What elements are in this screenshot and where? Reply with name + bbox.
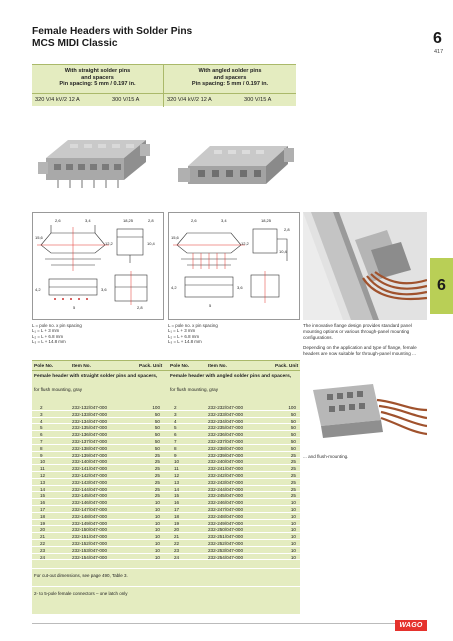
dim-label: 12,2 (241, 241, 249, 246)
pole-cell: 13 (40, 479, 46, 485)
pole-cell: 5 (174, 425, 177, 431)
pack-unit-cell: 10 (290, 520, 296, 526)
item-number-cell: 232-239/047-000 (208, 452, 243, 458)
table-row (32, 547, 300, 554)
pack-unit-cell: 50 (290, 432, 296, 438)
application-photo-flush-mounting (303, 380, 427, 450)
title-line-2: MCS MIDI Classic (32, 38, 118, 49)
application-photo-panel-mounting (303, 212, 427, 320)
pole-cell: 12 (174, 472, 180, 478)
pole-cell: 7 (40, 438, 43, 444)
table-row (32, 499, 300, 506)
pole-cell: 23 (40, 547, 46, 553)
pack-unit-cell: 25 (154, 452, 160, 458)
pack-unit-cell: 10 (290, 500, 296, 506)
dim-label: 18,25 (261, 218, 272, 223)
item-number-cell: 232-233/047-000 (208, 411, 243, 417)
technical-drawing-straight (32, 212, 164, 320)
pole-cell: 7 (174, 438, 177, 444)
pack-unit-cell: 10 (154, 513, 160, 519)
item-number-cell: 232-254/047-000 (208, 554, 243, 560)
order-group-subtitle-straight: for flush mounting, gray (34, 387, 83, 392)
item-number-cell: 232-243/047-000 (208, 479, 243, 485)
pack-unit-cell: 50 (154, 445, 160, 451)
item-number-cell: 232-149/047-000 (72, 520, 107, 526)
pack-unit-cell: 10 (154, 547, 160, 553)
item-number-cell: 232-145/047-000 (72, 493, 107, 499)
dim-label: 15,6 (171, 235, 179, 240)
wago-logo (395, 620, 427, 631)
pack-unit-cell: 25 (154, 486, 160, 492)
pole-cell: 11 (40, 466, 45, 472)
pole-cell: 16 (40, 500, 46, 506)
item-number-cell: 232-147/047-000 (72, 506, 107, 512)
dim-label: 2,6 (191, 218, 197, 223)
dim-label: 10,4 (147, 241, 155, 246)
pack-unit-cell: 50 (154, 418, 160, 424)
table-row (32, 486, 300, 493)
item-number-cell: 232-132/047-000 (72, 405, 107, 410)
dim-label: 18,25 (123, 218, 134, 223)
spec-table (32, 64, 296, 106)
table-row (32, 465, 300, 472)
pack-unit-cell: 100 (288, 405, 296, 410)
spec-straight-heading: With straight solder pins and spacers Pin spacing: 5 mm / 0.197 in. (59, 68, 136, 88)
page-title (32, 26, 192, 50)
table-row (32, 458, 300, 465)
dim-label: 15,6 (35, 235, 43, 240)
pack-unit-cell: 50 (154, 432, 160, 438)
table-row (32, 418, 300, 425)
item-number-cell: 232-240/047-000 (208, 459, 243, 465)
item-number-cell: 232-242/047-000 (208, 472, 243, 478)
pack-unit-cell: 50 (154, 438, 160, 444)
pole-cell: 9 (174, 452, 177, 458)
item-number-cell: 232-148/047-000 (72, 513, 107, 519)
table-row (32, 506, 300, 513)
pack-unit-cell: 50 (290, 411, 296, 417)
dim-label: 2,6 (55, 218, 61, 223)
pole-cell: 19 (174, 520, 180, 526)
dim-label: 3,4 (85, 218, 91, 223)
chapter-number: 6 (433, 30, 442, 47)
pack-unit-cell: 10 (154, 527, 160, 533)
item-number-cell: 232-251/047-000 (208, 534, 243, 540)
dim-label: 10,4 (279, 249, 287, 254)
pole-cell: 18 (174, 513, 180, 519)
pack-unit-cell: 50 (290, 418, 296, 424)
dim-label: 12,2 (105, 241, 113, 246)
item-number-cell: 232-237/047-000 (208, 438, 243, 444)
table-row (32, 533, 300, 540)
table-row (32, 472, 300, 479)
pack-unit-cell: 10 (154, 534, 160, 540)
pack-unit-cell: 25 (290, 459, 296, 465)
rating-iec: 320 V/4 kV/2 12 A (167, 97, 212, 103)
item-number-cell: 232-244/047-000 (208, 486, 243, 492)
col-pack: Pack. Unit (275, 364, 299, 369)
pack-unit-cell: 10 (154, 500, 160, 506)
table-row (32, 431, 300, 438)
product-photo-angled (168, 118, 300, 208)
pack-unit-cell: 50 (154, 425, 160, 431)
item-number-cell: 232-249/047-000 (208, 520, 243, 526)
pack-unit-cell: 10 (154, 540, 160, 546)
technical-drawing-angled (168, 212, 300, 320)
pack-unit-cell: 10 (290, 506, 296, 512)
product-photo-straight (32, 118, 164, 208)
pack-unit-cell: 10 (290, 513, 296, 519)
col-item: Item No. (208, 364, 227, 369)
pole-cell: 24 (40, 554, 46, 560)
description-paragraph: The innovative flange design provides standard panel mounting options or various through-panel mounting configurations. (303, 323, 412, 340)
pole-cell: 20 (40, 527, 46, 533)
pole-cell: 14 (40, 486, 46, 492)
page-reference: 417 (434, 49, 444, 55)
item-number-cell: 232-133/047-000 (72, 411, 107, 417)
dimension-legend-straight: L = pole no. x pin spacing L₁ = L + 3 mm L₂ = L + 6.8 mm L₃ = L + 14.8 mm (32, 323, 82, 345)
pole-cell: 17 (174, 506, 180, 512)
cutout-note: For cut-out dimensions, see page 490, Table 3. (32, 568, 300, 582)
item-number-cell: 232-140/047-000 (72, 459, 107, 465)
item-number-cell: 232-154/047-000 (72, 554, 107, 560)
item-number-cell: 232-151/047-000 (72, 534, 107, 540)
pack-unit-cell: 10 (154, 506, 160, 512)
item-number-cell: 232-153/047-000 (72, 547, 107, 553)
item-number-cell: 232-146/047-000 (72, 500, 107, 506)
chapter-tab (430, 258, 453, 314)
pack-unit-cell: 10 (290, 534, 296, 540)
spec-angled (164, 65, 296, 107)
pole-cell: 2 (174, 405, 177, 410)
pack-unit-cell: 10 (154, 554, 160, 560)
pack-unit-cell: 25 (290, 479, 296, 485)
pole-cell: 6 (174, 432, 177, 438)
dim-label: 3,6 (101, 287, 107, 292)
spec-straight-ratings (32, 93, 164, 107)
pole-cell: 24 (174, 554, 180, 560)
dim-label: 5 (73, 305, 76, 310)
order-group-title-angled: Female header with angled solder pins and spacers, (170, 374, 292, 379)
order-table (32, 360, 300, 614)
pole-cell: 4 (174, 418, 177, 424)
spec-straight (32, 65, 164, 107)
item-number-cell: 232-252/047-000 (208, 540, 243, 546)
pole-cell: 17 (40, 506, 46, 512)
pole-cell: 18 (40, 513, 46, 519)
footer-divider (32, 623, 427, 624)
table-row (32, 520, 300, 527)
pole-cell: 3 (40, 411, 43, 417)
table-row (32, 492, 300, 499)
pole-cell: 16 (174, 500, 180, 506)
pack-unit-cell: 50 (290, 445, 296, 451)
pole-cell: 21 (174, 534, 180, 540)
pack-unit-cell: 100 (152, 405, 160, 410)
table-row (32, 479, 300, 486)
pack-unit-cell: 25 (154, 466, 160, 472)
item-number-cell: 232-135/047-000 (72, 425, 107, 431)
pole-cell: 10 (174, 459, 180, 465)
item-number-cell: 232-136/047-000 (72, 432, 107, 438)
pole-cell: 12 (40, 472, 46, 478)
pack-unit-cell: 25 (290, 466, 296, 472)
pack-unit-cell: 10 (290, 540, 296, 546)
order-group-subtitle-angled: for flush mounting, gray (170, 387, 219, 392)
pole-cell: 20 (174, 527, 180, 533)
pole-cell: 21 (40, 534, 46, 540)
pole-cell: 5 (40, 425, 43, 431)
pole-cell: 19 (40, 520, 46, 526)
dim-label: 2,8 (284, 227, 290, 232)
description-paragraph: Depending on the application and type of flange, female headers are now suitable for through-panel mounting ... (303, 345, 417, 357)
item-number-cell: 232-245/047-000 (208, 493, 243, 499)
item-number-cell: 232-138/047-000 (72, 445, 107, 451)
logo-text: WAGO (399, 622, 423, 629)
item-number-cell: 232-250/047-000 (208, 527, 243, 533)
pole-cell: 8 (174, 445, 177, 451)
pack-unit-cell: 25 (154, 472, 160, 478)
item-number-cell: 232-134/047-000 (72, 418, 107, 424)
pack-unit-cell: 25 (154, 479, 160, 485)
col-pole: Pole No. (34, 364, 54, 369)
pack-unit-cell: 25 (290, 493, 296, 499)
rating-iec: 320 V/4 kV/2 12 A (35, 97, 80, 103)
pack-unit-cell: 25 (290, 472, 296, 478)
flange-description (303, 323, 427, 357)
item-number-cell: 232-234/047-000 (208, 418, 243, 424)
table-row (32, 445, 300, 452)
dim-label: 3,4 (221, 218, 227, 223)
pack-unit-cell: 25 (154, 493, 160, 499)
table-row (32, 452, 300, 459)
pack-unit-cell: 50 (154, 411, 160, 417)
pole-cell: 22 (40, 540, 46, 546)
order-table-header (32, 360, 300, 371)
pack-unit-cell: 10 (290, 527, 296, 533)
table-row (32, 526, 300, 533)
item-number-cell: 232-232/047-000 (208, 405, 243, 410)
dim-label: 5 (209, 303, 212, 308)
pole-cell: 11 (174, 466, 179, 472)
col-pole: Pole No. (170, 364, 190, 369)
item-number-cell: 232-142/047-000 (72, 472, 107, 478)
title-line-1: Female Headers with Solder Pins (32, 26, 193, 37)
pole-cell: 9 (40, 452, 43, 458)
item-number-cell: 232-248/047-000 (208, 513, 243, 519)
pole-cell: 4 (40, 418, 43, 424)
dim-label: 3,6 (237, 285, 243, 290)
item-number-cell: 232-235/047-000 (208, 425, 243, 431)
spec-angled-ratings (164, 93, 296, 107)
item-number-cell: 232-143/047-000 (72, 479, 107, 485)
latch-note: 2- to 5-pole female connectors – one latch only (32, 586, 300, 600)
item-number-cell: 232-236/047-000 (208, 432, 243, 438)
pack-unit-cell: 50 (290, 438, 296, 444)
dimension-legend-angled: L = pole no. x pin spacing L₁ = L + 3 mm L₂ = L + 6.8 mm L₃ = L + 14.8 mm (168, 323, 218, 345)
pack-unit-cell: 50 (290, 425, 296, 431)
order-group-title-straight: Female header with straight solder pins and spacers, (34, 374, 158, 379)
col-item: Item No. (72, 364, 91, 369)
item-number-cell: 232-241/047-000 (208, 466, 243, 472)
item-number-cell: 232-152/047-000 (72, 540, 107, 546)
pole-cell: 22 (174, 540, 180, 546)
flush-mounting-caption: ... and flush-mounting. (303, 454, 349, 459)
rating-ul: 300 V/15 A (244, 97, 272, 103)
table-row (32, 404, 300, 411)
pack-unit-cell: 25 (154, 459, 160, 465)
item-number-cell: 232-238/047-000 (208, 445, 243, 451)
pole-cell: 8 (40, 445, 43, 451)
pole-cell: 14 (174, 486, 180, 492)
item-number-cell: 232-139/047-000 (72, 452, 107, 458)
item-number-cell: 232-253/047-000 (208, 547, 243, 553)
pole-cell: 13 (174, 479, 180, 485)
pole-cell: 3 (174, 411, 177, 417)
pole-cell: 10 (40, 459, 46, 465)
pack-unit-cell: 25 (290, 452, 296, 458)
table-row (32, 411, 300, 418)
dim-label: 2,8 (137, 305, 143, 310)
dim-label: 2,8 (148, 218, 154, 223)
table-row (32, 438, 300, 445)
pole-cell: 2 (40, 405, 43, 410)
col-pack: Pack. Unit (139, 364, 163, 369)
item-number-cell: 232-137/047-000 (72, 438, 107, 444)
pack-unit-cell: 10 (154, 520, 160, 526)
dim-label: 4,2 (171, 285, 177, 290)
item-number-cell: 232-247/047-000 (208, 506, 243, 512)
pack-unit-cell: 25 (290, 486, 296, 492)
pole-cell: 6 (40, 432, 43, 438)
pole-cell: 23 (174, 547, 180, 553)
pack-unit-cell: 10 (290, 554, 296, 560)
pole-cell: 15 (40, 493, 46, 499)
item-number-cell: 232-144/047-000 (72, 486, 107, 492)
table-row (32, 554, 300, 561)
chapter-tab-label: 6 (437, 277, 446, 294)
item-number-cell: 232-141/047-000 (72, 466, 107, 472)
spec-angled-heading: With angled solder pins and spacers Pin spacing: 5 mm / 0.197 in. (191, 68, 269, 88)
table-row (32, 540, 300, 547)
pack-unit-cell: 10 (290, 547, 296, 553)
item-number-cell: 232-150/047-000 (72, 527, 107, 533)
table-row (32, 424, 300, 431)
pole-cell: 15 (174, 493, 180, 499)
dim-label: 4,2 (35, 287, 41, 292)
item-number-cell: 232-246/047-000 (208, 500, 243, 506)
order-rows (32, 404, 300, 560)
rating-ul: 300 V/15 A (112, 97, 140, 103)
table-row (32, 513, 300, 520)
